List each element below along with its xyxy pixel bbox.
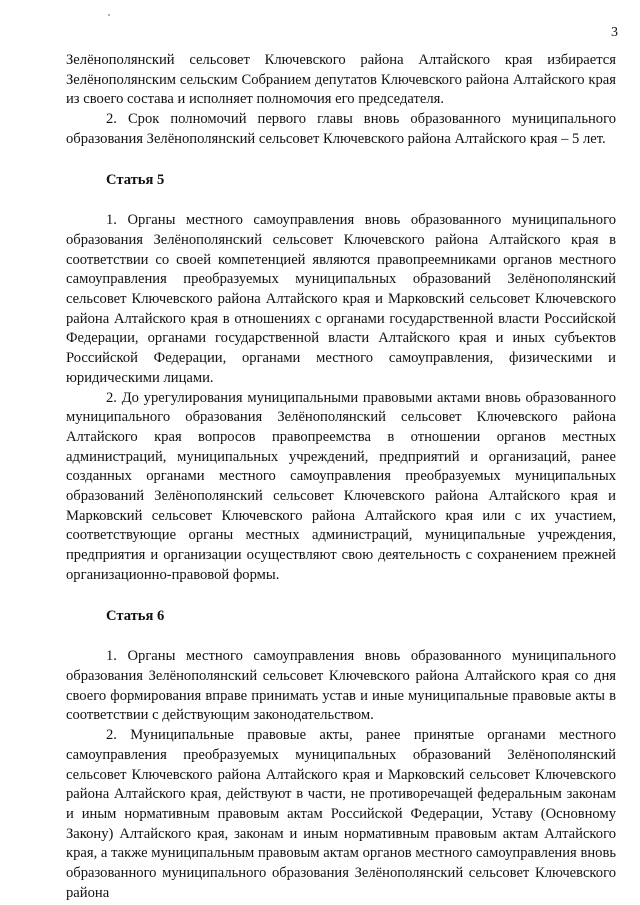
paragraph-term-of-office: 2. Срок полномочий первого главы вновь образованного муниципального образования Зелёнополянский сельсовет Ключевского района Алтайского края – 5 лет. [66, 111, 616, 147]
article-5-heading: Статья 5 [106, 171, 165, 188]
article-6-heading: Статья 6 [106, 607, 165, 624]
paragraph-continued: Зелёнополянский сельсовет Ключевского района Алтайского края избирается Зелёнополянским сельским Собранием депутатов Ключевского района Алтайского края из своего состава и исполняет полномочия его председателя. [66, 52, 616, 108]
article-5-paragraph-2: 2. До урегулирования муниципальными правовыми актами вновь образованного муниципального образования Зелёнополянский сельсовет Ключевского района Алтайского края вопросов правопреемства в отношении органов местных администраций, муниципальных учреждений, предприятий и организаций, ранее созданных органами местного самоуправления преобразуемых муниципальных образований Зелёнополянский сельсовет Ключевского района Алтайского края и Марковский сельсовет Ключевского района Алтайского края или с их участием, соответствующие органы местных администраций, муниципальные учреждения, предприятия и организации осуществляют свою деятельность с сохранением прежней организационно-правовой формы. [66, 389, 616, 583]
document-body [66, 51, 616, 903]
article-6-paragraph-1: 1. Органы местного самоуправления вновь образованного муниципального образования Зелёнополянский сельсовет Ключевского района Алтайского края со дня своего формирования вправе принимать устав и иные муниципальные правовые акты в соответствии с действующим законодательством. [66, 648, 616, 724]
scan-speck [108, 14, 110, 16]
page-number: 3 [611, 25, 618, 40]
article-6-paragraph-2: 2. Муниципальные правовые акты, ранее принятые органами местного самоуправления преобразуемых муниципальных образований Зелёнополянский сельсовет Ключевского района Алтайского края и Марковский сельсовет Ключевского района Алтайского края, действуют в части, не противоречащей федеральным законам и иным нормативным правовым актам Российской Федерации, Уставу (Основному Закону) Алтайского края, законам и иным нормативным правовым актам Алтайского края, а также муниципальным правовым актам органов местного самоуправления вновь образованного муниципального образования Зелёнополянский сельсовет Ключевского района [66, 727, 616, 901]
article-5-paragraph-1: 1. Органы местного самоуправления вновь образованного муниципального образования Зелёнополянский сельсовет Ключевского района Алтайского края в соответствии со своей компетенцией являются правопреемниками органов местного самоуправления преобразуемых муниципальных образований Зелёнополянский сельсовет Ключевского района Алтайского края и Марковский сельсовет Ключевского района Алтайского края в отношениях с органами государственной власти Российской Федерации, органами государственной власти Алтайского края и иных субъектов Российской Федерации, органами местного самоуправления, физическими и юридическими лицами. [66, 212, 616, 386]
